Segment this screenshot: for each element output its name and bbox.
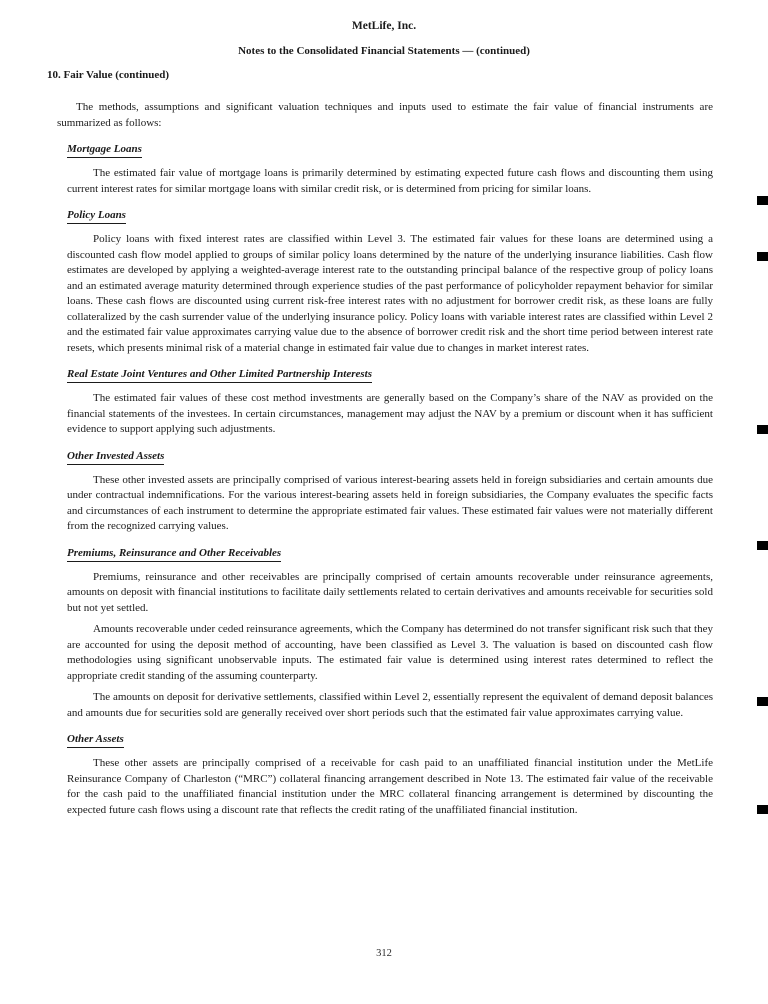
intro-paragraph: The methods, assumptions and significant valuation techniques and inputs used to estimate the fair value of financial instruments are summarized as follows: [57, 101, 713, 129]
paragraph: These other assets are principally comprised of a receivable for cash paid to an unaffiliated financial institution under the MetLife Reinsurance Company of Charleston (“MRC”) collateral financing arrangement described in Note 13. The estimated fair value of the receivable for the cash paid to the unaffiliated financial institution under the MRC collateral financing arrangement is determined by discounting the expected future cash flows using a discount rate that reflects the credit rating of the unaffiliated financial institution. [67, 757, 713, 816]
paragraph: The estimated fair values of these cost method investments are generally based on the Company’s share of the NAV as provided on the financial statements of the investees. In certain circumstances, management may adjust the NAV by a premium or discount when it has sufficient evidence to support applying such adjustments. [67, 392, 713, 435]
scan-artifact-mark [757, 697, 768, 706]
section-heading-real-estate-joint-ventures: Real Estate Joint Ventures and Other Limited Partnership Interests [67, 368, 372, 383]
paragraph: These other invested assets are principally comprised of various interest-bearing assets held in foreign subsidiaries and certain amounts due under contractual indemnifications. For the various interest-bearing assets held in foreign subsidiaries, the Company evaluates the specific facts and circumstances of each instrument to determine the appropriate estimated fair values. These estimated fair values were not materially different from the recognized carrying values. [67, 473, 713, 532]
scan-artifact-mark [757, 425, 768, 434]
company-title: MetLife, Inc. [351, 20, 417, 32]
paragraph: The estimated fair value of mortgage loans is primarily determined by estimating expected future cash flows and discounting them using current interest rates for similar mortgage loans with similar credit risk, or is determined from pricing for similar loans. [67, 167, 713, 195]
section-premiums-reinsurance-receivables [0, 547, 768, 722]
scan-artifact-mark [757, 252, 768, 261]
section-heading-other-invested-assets: Other Invested Assets [67, 450, 164, 465]
note-section-heading: 10. Fair Value (continued) [47, 69, 170, 81]
section-other-invested-assets [0, 450, 768, 535]
section-heading-mortgage-loans: Mortgage Loans [67, 143, 142, 158]
paragraph: Amounts recoverable under ceded reinsurance agreements, which the Company has determined do not transfer significant risk such that they are accounted for using the deposit method of accounting, have been classified as Level 3. The valuation is based on discounted cash flow methodologies using significant unobservable inputs. The estimated fair value is determined using interest rates determined to reflect the appropriate credit standing of the assuming counterparty. [67, 623, 713, 682]
section-mortgage-loans [0, 143, 768, 197]
paragraph: Premiums, reinsurance and other receivables are principally comprised of certain amounts recoverable under reinsurance agreements, amounts on deposit with financial institutions to facilitate daily settlements related to certain derivatives and amounts receivable for securities sold but not yet settled. [67, 570, 713, 614]
page-number: 312 [376, 948, 392, 959]
section-other-assets [0, 733, 768, 818]
section-heading-premiums-reinsurance-receivables: Premiums, Reinsurance and Other Receivables [67, 547, 281, 562]
section-heading-policy-loans: Policy Loans [67, 209, 126, 224]
section-policy-loans [0, 209, 768, 356]
paragraph: Policy loans with fixed interest rates are classified within Level 3. The estimated fair values for these loans are determined using a discounted cash flow model applied to groups of similar policy loans determined by the nature of the underlying insurance liabilities. Cash flow estimates are developed by applying a weighted-average interest rate to the outstanding principal balance of the respective group of policy loans and an estimated average maturity determined through experience studies of the past performance of policyholder repayment behavior for similar loans. These cash flows are discounted using current risk-free interest rates with no adjustment for borrower credit risk, as these loans are fully collateralized by the cash surrender value of the underlying insurance policy. Policy loans with variable interest rates are classified within Level 2 and the estimated fair value approximates carrying value due to the absence of borrower credit risk and the short time period between interest rate resets, which presents minimal risk of a material change in estimated fair value due to changes in market interest rates. [67, 233, 713, 354]
scan-artifact-mark [757, 805, 768, 814]
paragraph: The amounts on deposit for derivative settlements, classified within Level 2, essentially represent the equivalent of demand deposit balances and amounts due for securities sold are generally received over short periods such that the estimated fair value approximates carrying value. [67, 691, 713, 719]
document-title: Notes to the Consolidated Financial Statements — (continued) [238, 45, 530, 57]
scan-artifact-mark [757, 541, 768, 550]
section-real-estate-joint-ventures [0, 368, 768, 438]
section-heading-other-assets: Other Assets [67, 733, 124, 748]
scan-artifact-mark [757, 196, 768, 205]
